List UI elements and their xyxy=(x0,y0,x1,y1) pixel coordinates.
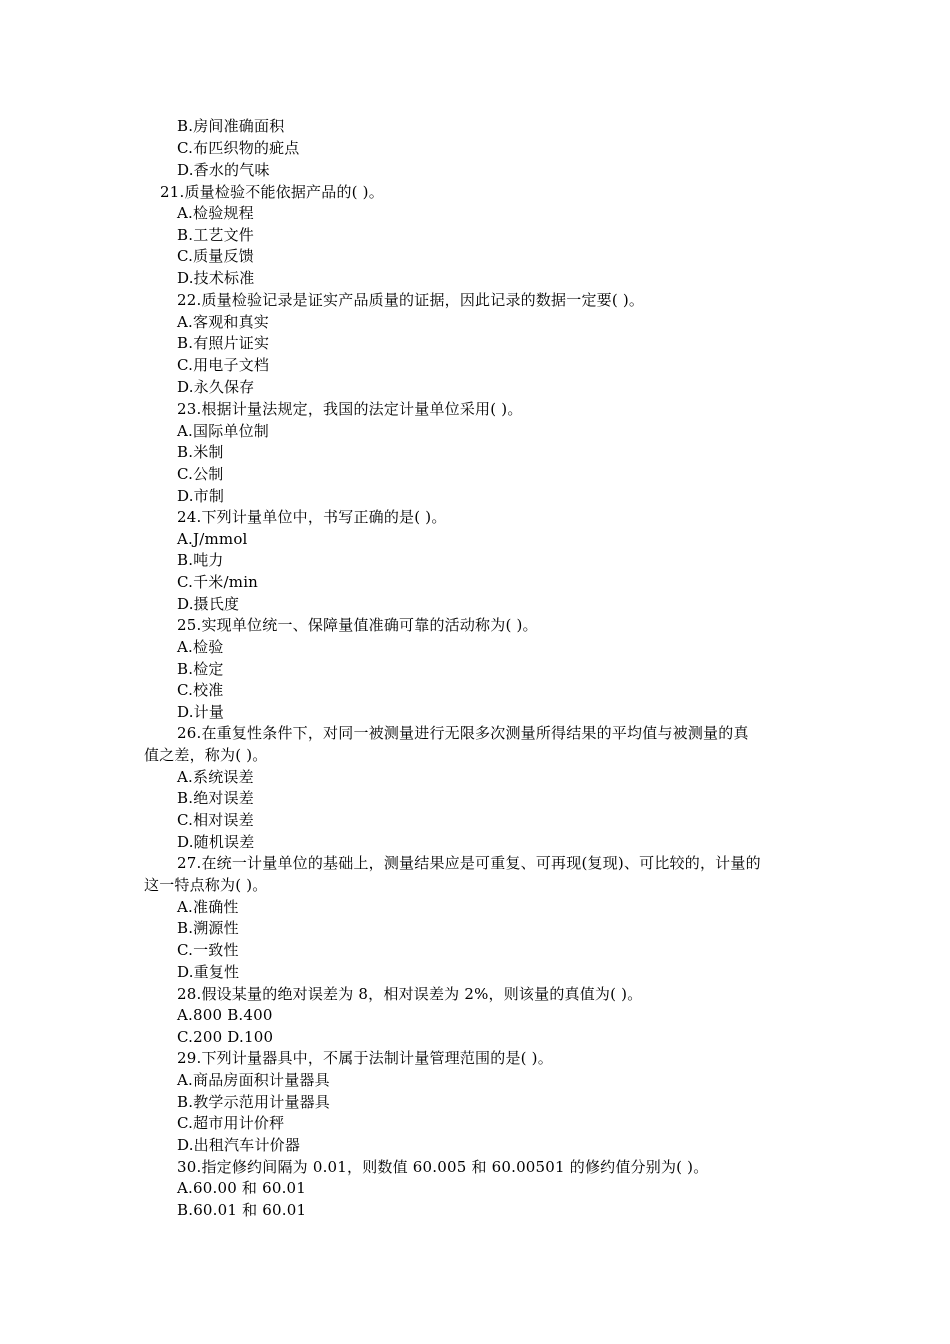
option-line: A.国际单位制 xyxy=(177,422,270,440)
option-line: C.公制 xyxy=(177,465,224,483)
option-line: C.一致性 xyxy=(177,941,239,959)
option-line: C.千米/min xyxy=(177,573,259,591)
option-line: B.绝对误差 xyxy=(177,789,254,807)
option-line: A.检验规程 xyxy=(177,204,254,222)
option-line: C.超市用计价秤 xyxy=(177,1114,285,1132)
option-line: D.摄氏度 xyxy=(177,595,240,613)
option-line: A.商品房面积计量器具 xyxy=(177,1071,330,1089)
option-line: D.计量 xyxy=(177,703,225,721)
option-line: B.检定 xyxy=(177,660,224,678)
option-line: C.200 D.100 xyxy=(177,1028,274,1046)
option-line: D.重复性 xyxy=(177,963,240,981)
question-line: 30.指定修约间隔为 0.01，则数值 60.005 和 60.00501 的修约值分别为( )。 xyxy=(177,1158,709,1176)
question-line: 29.下列计量器具中，不属于法制计量管理范围的是( )。 xyxy=(177,1049,553,1067)
option-line: D.出租汽车计价器 xyxy=(177,1136,301,1154)
question-line: 23.根据计量法规定，我国的法定计量单位采用( )。 xyxy=(177,400,523,418)
option-line: A.60.00 和 60.01 xyxy=(177,1179,307,1197)
option-line: A.客观和真实 xyxy=(177,313,270,331)
option-line: B.溯源性 xyxy=(177,919,239,937)
option-line: B.有照片证实 xyxy=(177,334,270,352)
option-line: B.米制 xyxy=(177,443,224,461)
question-line: 26.在重复性条件下，对同一被测量进行无限多次测量所得结果的平均值与被测量的真 xyxy=(177,724,749,742)
option-line: A.准确性 xyxy=(177,898,239,916)
question-line: 21.质量检验不能依据产品的( )。 xyxy=(160,183,384,201)
option-line: C.用电子文档 xyxy=(177,356,270,374)
option-line: C.相对误差 xyxy=(177,811,254,829)
question-line: 27.在统一计量单位的基础上，测量结果应是可重复、可再现(复现)、可比较的，计量的 xyxy=(177,854,761,872)
option-line: B.房间准确面积 xyxy=(177,117,285,135)
question-line: 22.质量检验记录是证实产品质量的证据，因此记录的数据一定要( )。 xyxy=(177,291,645,309)
question-continuation-line: 这一特点称为( )。 xyxy=(144,876,268,894)
option-line: B.工艺文件 xyxy=(177,226,254,244)
question-continuation-line: 值之差，称为( )。 xyxy=(144,746,268,764)
option-line: D.市制 xyxy=(177,487,225,505)
option-line: D.香水的气味 xyxy=(177,161,270,179)
option-line: C.校准 xyxy=(177,681,224,699)
question-line: 24.下列计量单位中，书写正确的是( )。 xyxy=(177,508,447,526)
option-line: A.系统误差 xyxy=(177,768,254,786)
question-line: 28.假设某量的绝对误差为 8，相对误差为 2%，则该量的真值为( )。 xyxy=(177,985,643,1003)
question-line: 25.实现单位统一、保障量值准确可靠的活动称为( )。 xyxy=(177,616,538,634)
option-line: D.技术标准 xyxy=(177,269,255,287)
option-line: A.检验 xyxy=(177,638,224,656)
option-line: B.吨力 xyxy=(177,551,224,569)
option-line: C.布匹织物的疵点 xyxy=(177,139,300,157)
option-line: A.800 B.400 xyxy=(177,1006,273,1024)
option-line: D.永久保存 xyxy=(177,378,255,396)
option-line: B.教学示范用计量器具 xyxy=(177,1093,330,1111)
option-line: D.随机误差 xyxy=(177,833,255,851)
option-line: B.60.01 和 60.01 xyxy=(177,1201,307,1219)
option-line: A.J/mmol xyxy=(177,530,248,548)
option-line: C.质量反馈 xyxy=(177,247,254,265)
